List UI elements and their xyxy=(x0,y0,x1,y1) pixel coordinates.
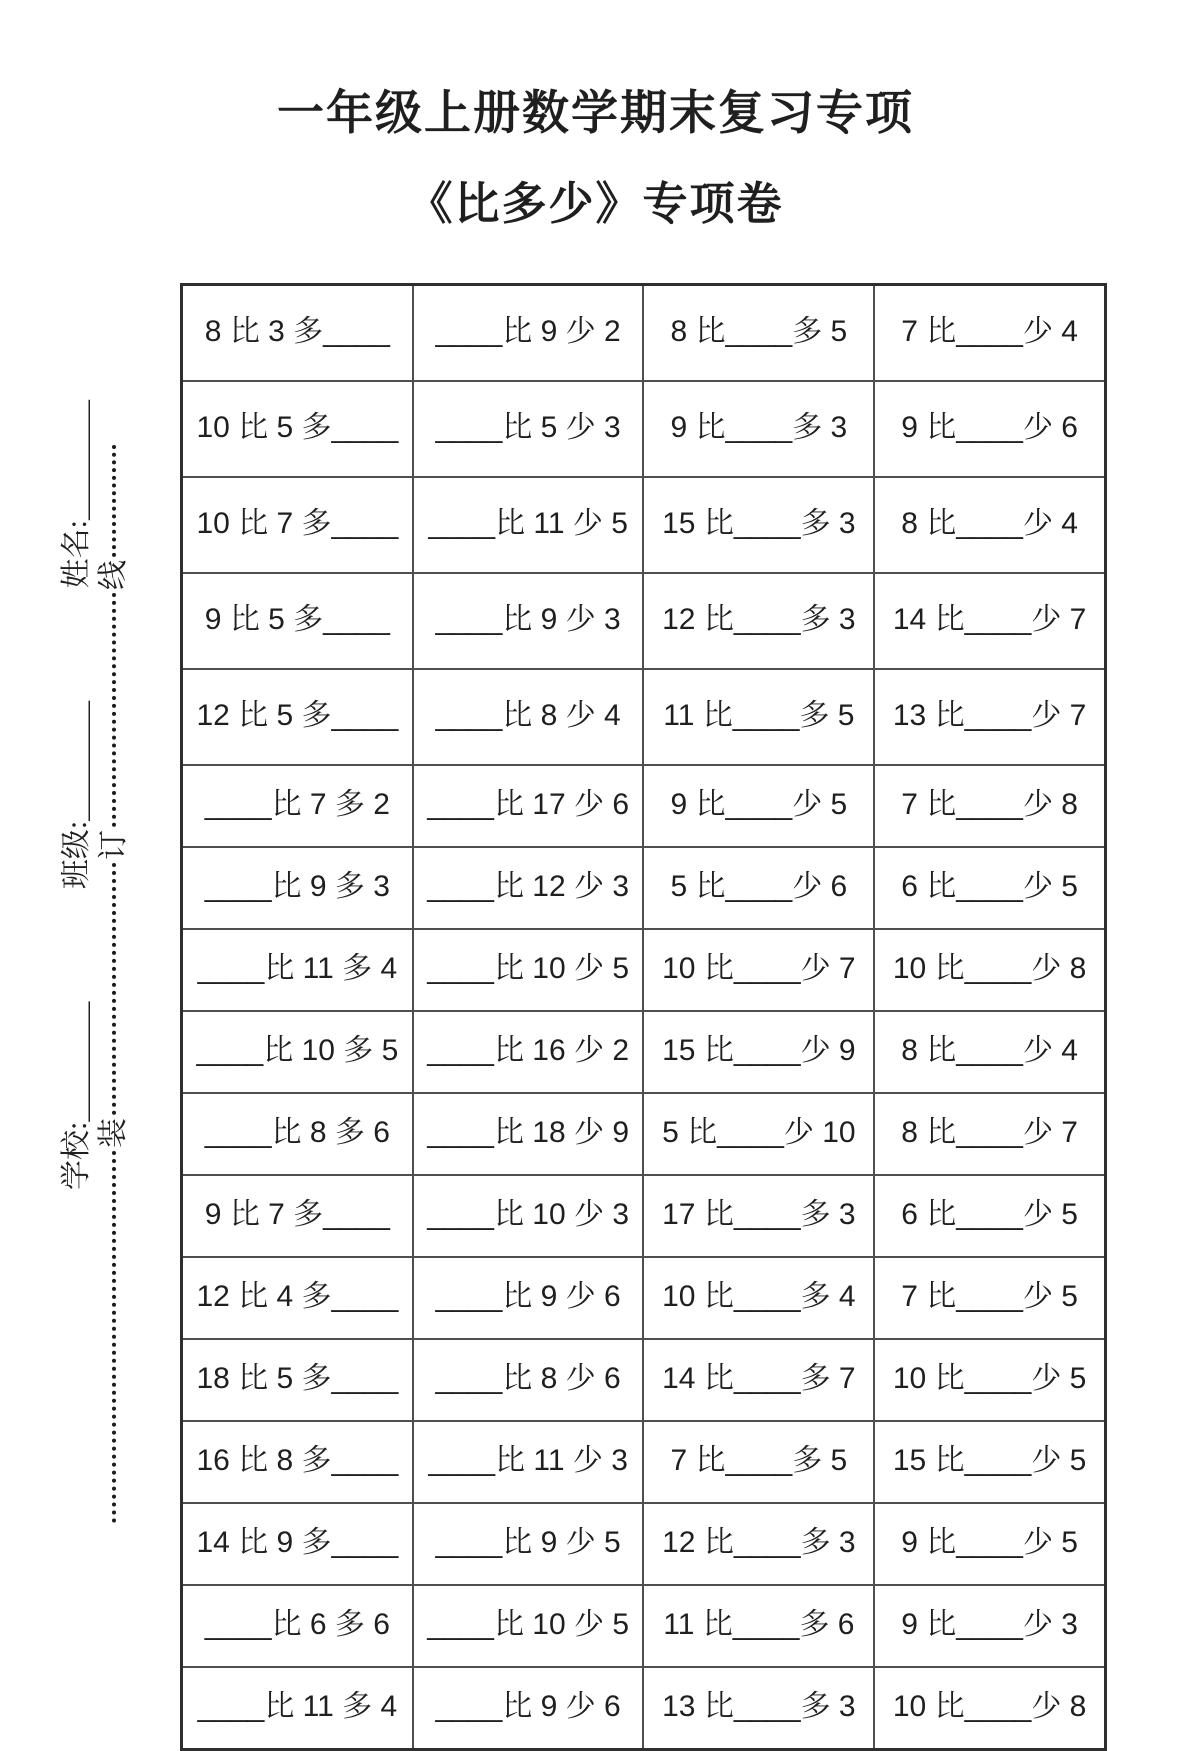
worksheet-cell: ____比 9 多 3 xyxy=(182,847,413,929)
worksheet-cell: 6 比____少 5 xyxy=(874,847,1105,929)
binding-line-char-xian: 线 xyxy=(97,560,130,590)
worksheet-table xyxy=(180,283,1107,1751)
worksheet-cell: 11 比____多 5 xyxy=(643,669,874,765)
student-info-line xyxy=(57,400,97,1190)
worksheet-cell: 14 比____少 7 xyxy=(874,573,1105,669)
worksheet-row xyxy=(182,1585,1106,1667)
worksheet-cell: ____比 9 少 3 xyxy=(413,573,644,669)
name-blank: ________ xyxy=(60,400,93,520)
worksheet-cell: 13 比____多 3 xyxy=(643,1667,874,1750)
worksheet-cell: 9 比____少 5 xyxy=(874,1503,1105,1585)
worksheet-cell: ____比 10 少 5 xyxy=(413,1585,644,1667)
worksheet-cell: 13 比____少 7 xyxy=(874,669,1105,765)
worksheet-cell: ____比 8 少 6 xyxy=(413,1339,644,1421)
binding-line-dots xyxy=(112,1151,116,1523)
binding-line-dots xyxy=(112,445,116,557)
worksheet-subtitle: 《比多少》专项卷 xyxy=(407,179,784,229)
worksheet-cell: ____比 6 多 6 xyxy=(182,1585,413,1667)
worksheet-cell: 14 比____多 7 xyxy=(643,1339,874,1421)
worksheet-cell: ____比 16 少 2 xyxy=(413,1011,644,1093)
worksheet-cell: 8 比____多 5 xyxy=(643,285,874,382)
worksheet-cell: ____比 9 少 2 xyxy=(413,285,644,382)
worksheet-cell: 8 比 3 多____ xyxy=(182,285,413,382)
worksheet-cell: ____比 9 少 6 xyxy=(413,1257,644,1339)
worksheet-cell: 12 比 4 多____ xyxy=(182,1257,413,1339)
worksheet-cell: ____比 5 少 3 xyxy=(413,381,644,477)
worksheet-cell: ____比 17 少 6 xyxy=(413,765,644,847)
worksheet-row xyxy=(182,1011,1106,1093)
worksheet-cell: 15 比____多 3 xyxy=(643,477,874,573)
worksheet-cell: 10 比____少 5 xyxy=(874,1339,1105,1421)
worksheet-row xyxy=(182,765,1106,847)
worksheet-row xyxy=(182,1503,1106,1585)
worksheet-row xyxy=(182,847,1106,929)
worksheet-cell: ____比 9 少 5 xyxy=(413,1503,644,1585)
worksheet-cell: 14 比 9 多____ xyxy=(182,1503,413,1585)
worksheet-row xyxy=(182,1093,1106,1175)
worksheet-cell: 8 比____少 4 xyxy=(874,477,1105,573)
worksheet-cell: ____比 8 多 6 xyxy=(182,1093,413,1175)
worksheet-cell: ____比 18 少 9 xyxy=(413,1093,644,1175)
worksheet-row xyxy=(182,669,1106,765)
worksheet-row xyxy=(182,285,1106,382)
worksheet-row xyxy=(182,573,1106,669)
binding-line-dots xyxy=(112,863,116,1115)
binding-line xyxy=(94,445,134,1523)
worksheet-cell: 8 比____少 4 xyxy=(874,1011,1105,1093)
worksheet-cell: 11 比____多 6 xyxy=(643,1585,874,1667)
worksheet-row xyxy=(182,1421,1106,1503)
worksheet-cell: 15 比____少 9 xyxy=(643,1011,874,1093)
worksheet-cell: ____比 10 少 5 xyxy=(413,929,644,1011)
worksheet-cell: 10 比____少 8 xyxy=(874,1667,1105,1750)
worksheet-body xyxy=(182,285,1106,1750)
worksheet-cell: ____比 10 少 3 xyxy=(413,1175,644,1257)
worksheet-cell: 9 比____少 6 xyxy=(874,381,1105,477)
worksheet-cell: 7 比____少 8 xyxy=(874,765,1105,847)
worksheet-row xyxy=(182,929,1106,1011)
worksheet-cell: 10 比____多 4 xyxy=(643,1257,874,1339)
school-field xyxy=(57,1002,97,1190)
worksheet-cell: 12 比____多 3 xyxy=(643,1503,874,1585)
worksheet-cell: ____比 9 少 6 xyxy=(413,1667,644,1750)
worksheet-row xyxy=(182,1257,1106,1339)
worksheet-cell: ____比 11 少 3 xyxy=(413,1421,644,1503)
worksheet-cell: 18 比 5 多____ xyxy=(182,1339,413,1421)
worksheet-row xyxy=(182,1175,1106,1257)
binding-line-dots xyxy=(112,593,116,827)
name-field xyxy=(57,400,97,588)
worksheet-cell: 5 比____少 6 xyxy=(643,847,874,929)
binding-line-char-zhuang: 装 xyxy=(97,1118,130,1148)
worksheet-cell: ____比 11 多 4 xyxy=(182,929,413,1011)
worksheet-cell: 9 比____少 3 xyxy=(874,1585,1105,1667)
school-label: 学校: xyxy=(60,1121,93,1190)
class-label: 班级: xyxy=(60,820,93,890)
worksheet-cell: ____比 11 多 4 xyxy=(182,1667,413,1750)
worksheet-cell: 6 比____少 5 xyxy=(874,1175,1105,1257)
worksheet-cell: ____比 12 少 3 xyxy=(413,847,644,929)
worksheet-cell: 9 比 5 多____ xyxy=(182,573,413,669)
worksheet-cell: ____比 8 少 4 xyxy=(413,669,644,765)
worksheet-cell: 17 比____多 3 xyxy=(643,1175,874,1257)
worksheet-cell: ____比 10 多 5 xyxy=(182,1011,413,1093)
worksheet-cell: ____比 11 少 5 xyxy=(413,477,644,573)
worksheet-cell: 9 比____多 3 xyxy=(643,381,874,477)
worksheet-cell: 10 比 5 多____ xyxy=(182,381,413,477)
worksheet-cell: 5 比____少 10 xyxy=(643,1093,874,1175)
worksheet-cell: 10 比____少 8 xyxy=(874,929,1105,1011)
worksheet-cell: 8 比____少 7 xyxy=(874,1093,1105,1175)
worksheet-cell: 7 比____多 5 xyxy=(643,1421,874,1503)
worksheet-cell: ____比 7 多 2 xyxy=(182,765,413,847)
worksheet-cell: 15 比____少 5 xyxy=(874,1421,1105,1503)
class-field xyxy=(57,701,97,889)
binding-line-char-ding: 订 xyxy=(97,830,130,860)
worksheet-cell: 9 比____少 5 xyxy=(643,765,874,847)
worksheet-cell: 10 比 7 多____ xyxy=(182,477,413,573)
worksheet-row xyxy=(182,381,1106,477)
worksheet-cell: 9 比 7 多____ xyxy=(182,1175,413,1257)
worksheet-cell: 16 比 8 多____ xyxy=(182,1421,413,1503)
worksheet-cell: 7 比____少 4 xyxy=(874,285,1105,382)
worksheet-title: 一年级上册数学期末复习专项 xyxy=(277,88,914,140)
worksheet-row xyxy=(182,1339,1106,1421)
class-blank: ________ xyxy=(60,700,93,821)
worksheet-row xyxy=(182,477,1106,573)
worksheet-cell: 10 比____少 7 xyxy=(643,929,874,1011)
name-label: 姓名: xyxy=(60,520,93,589)
worksheet-cell: 12 比 5 多____ xyxy=(182,669,413,765)
worksheet-row xyxy=(182,1667,1106,1750)
school-blank: ________ xyxy=(60,1001,93,1122)
worksheet-cell: 12 比____多 3 xyxy=(643,573,874,669)
worksheet-cell: 7 比____少 5 xyxy=(874,1257,1105,1339)
